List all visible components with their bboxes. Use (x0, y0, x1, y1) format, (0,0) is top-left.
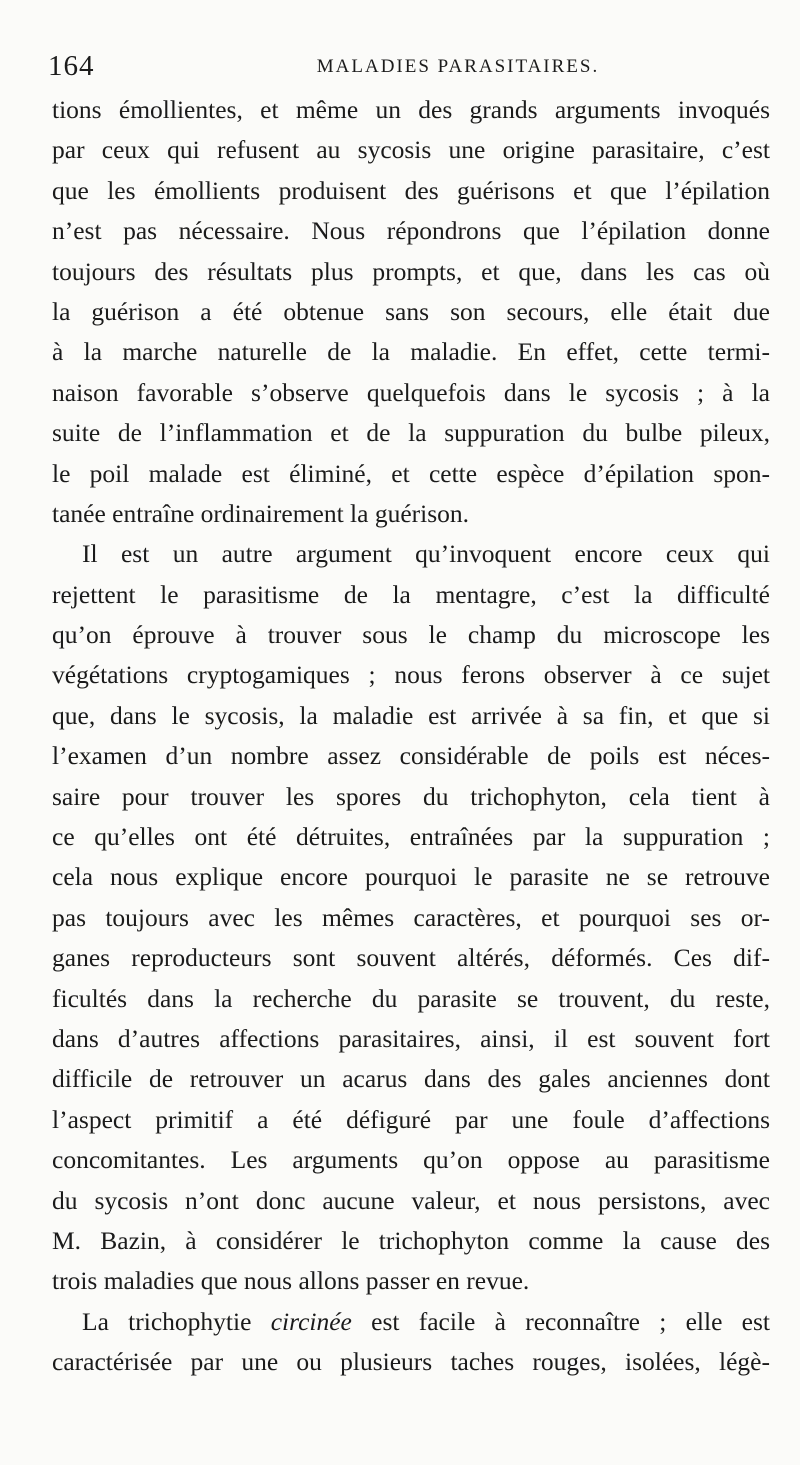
text-line: par ceux qui refusent au sycosis une origine parasitaire, c’est (52, 135, 770, 165)
text-line: le poil malade est éliminé, et cette espèce d’épilation spon- (52, 458, 770, 488)
text-line: n’est pas nécessaire. Nous répondrons que l’épilation donne (52, 216, 770, 246)
text-line: M. Bazin, à considérer le trichophyton comme la cause des (52, 1225, 770, 1255)
text-line: pas toujours avec les mêmes caractères, et pourquoi ses or- (52, 902, 770, 932)
text-line: saire pour trouver les spores du trichophyton, cela tient à (52, 781, 770, 811)
text-line: tanée entraîne ordinairement la guérison. (52, 498, 470, 528)
page-header (48, 44, 768, 84)
text-line: trois maladies que nous allons passer en revue. (52, 1266, 530, 1296)
text-line: ficultés dans la recherche du parasite se trouvent, du reste, (52, 983, 770, 1013)
text-line: l’aspect primitif a été défiguré par une foule d’affections (52, 1104, 770, 1134)
text-line: du sycosis n’ont donc aucune valeur, et nous persistons, avec (52, 1185, 770, 1215)
text-line: toujours des résultats plus prompts, et que, dans les cas où (52, 256, 770, 286)
text-line: difficile de retrouver un acarus dans des gales anciennes dont (52, 1064, 770, 1094)
text-line: cela nous explique encore pourquoi le parasite ne se retrouve (52, 862, 770, 892)
text-line: que, dans le sycosis, la maladie est arrivée à sa fin, et que si (52, 700, 770, 730)
text-line: qu’on éprouve à trouver sous le champ du microscope les (52, 620, 770, 650)
text-line: caractérisée par une ou plusieurs taches rouges, isolées, légè- (52, 1347, 770, 1377)
running-title: MALADIES PARASITAIRES. (316, 56, 600, 77)
text-line: concomitantes. Les arguments qu’on oppose au parasitisme (52, 1145, 770, 1175)
text-line: à la marche naturelle de la maladie. En effet, cette termi- (52, 337, 770, 367)
text-line: La trichophytie circinée est facile à reconnaître ; elle est (82, 1306, 770, 1336)
text-line: végétations cryptogamiques ; nous ferons observer à ce sujet (52, 660, 770, 690)
text-line: Il est un autre argument qu’invoquent encore ceux qui (82, 539, 770, 569)
text-line: que les émollients produisent des guérisons et que l’épilation (52, 175, 770, 205)
text-line: rejettent le parasitisme de la mentagre, c’est la difficulté (52, 579, 770, 609)
text-line: l’examen d’un nombre assez considérable de poils est néces- (52, 741, 770, 771)
text-line: ce qu’elles ont été détruites, entraînées par la suppuration ; (52, 822, 770, 852)
text-line: dans d’autres affections parasitaires, ainsi, il est souvent fort (52, 1023, 770, 1053)
text-line: ganes reproducteurs sont souvent altérés, déformés. Ces dif- (52, 943, 770, 973)
text-line: tions émollientes, et même un des grands arguments invoqués (52, 95, 770, 124)
text-line: la guérison a été obtenue sans son secours, elle était due (52, 296, 770, 326)
text-line: naison favorable s’observe quelquefois dans le sycosis ; à la (52, 377, 770, 407)
text-line: suite de l’inflammation et de la suppuration du bulbe pileux, (52, 418, 770, 448)
page-number: 164 (48, 50, 95, 82)
body-text (52, 90, 770, 1383)
